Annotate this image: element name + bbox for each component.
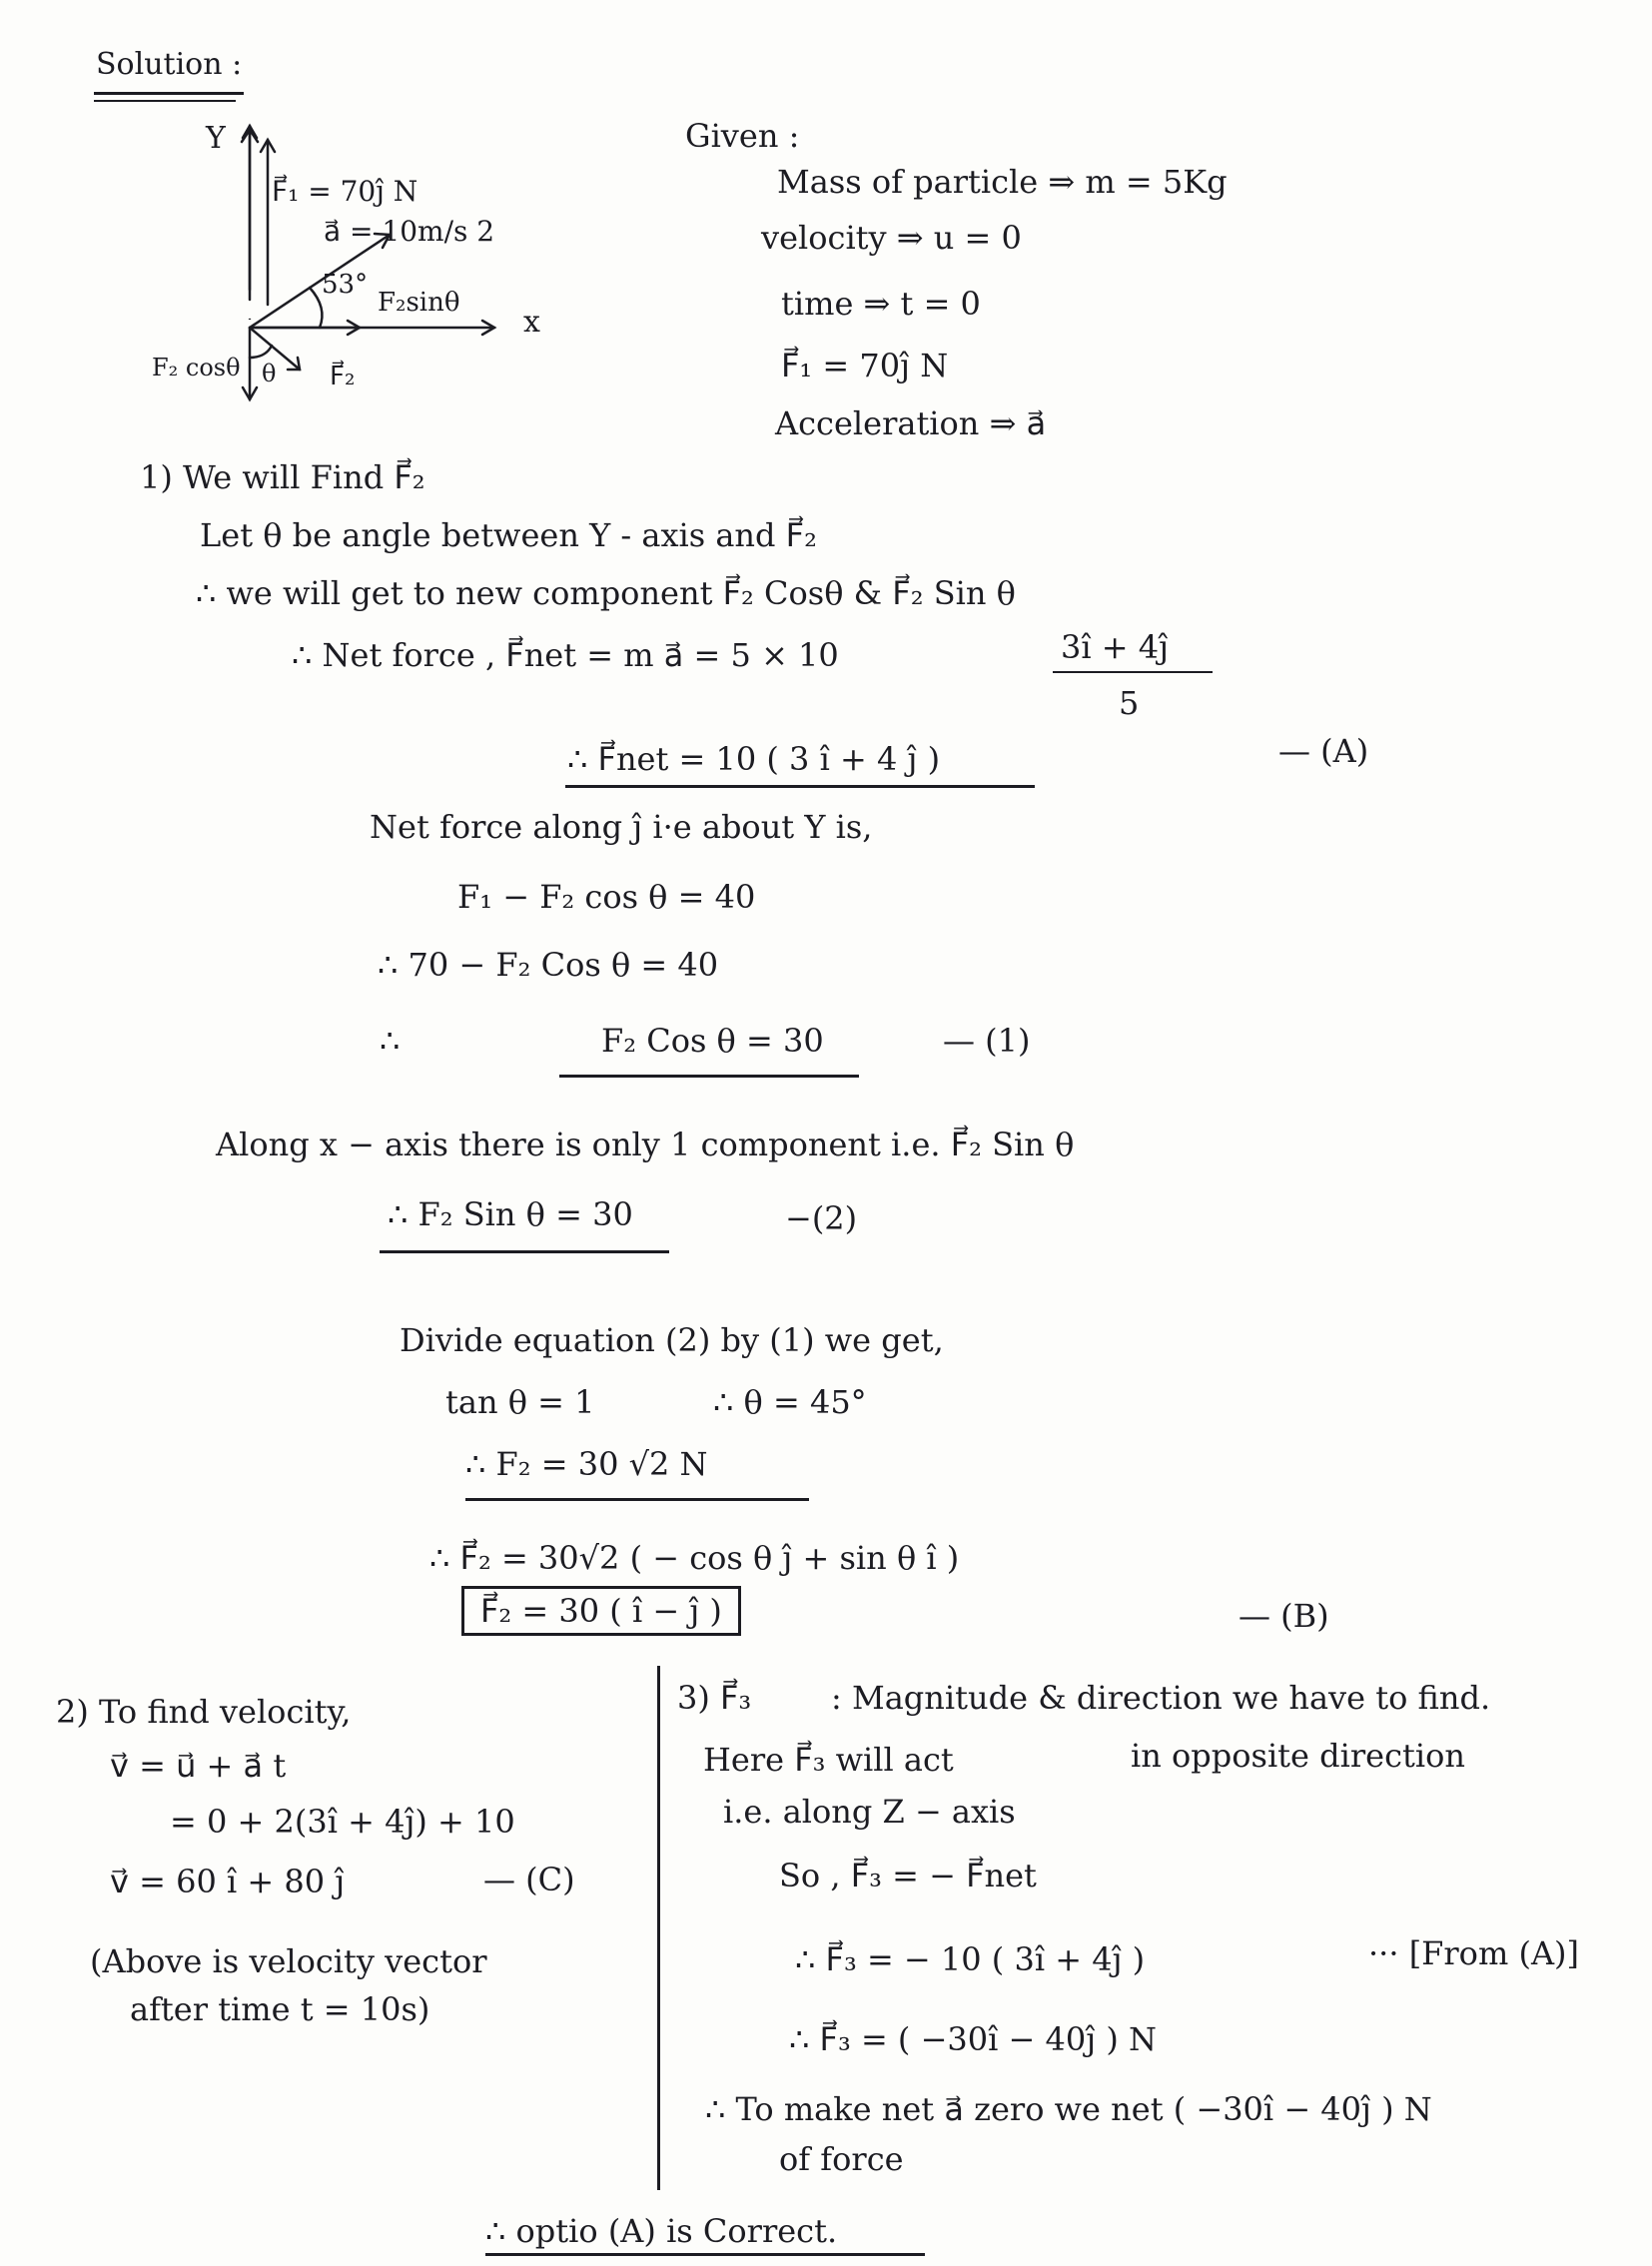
part1-f2result: F⃗₂ = 30 ( î − ĵ ) [461, 1586, 741, 1636]
part3-make: ∴ To make net a⃗ zero we net ( −30î − 40ĵ ) N [705, 2090, 1432, 2128]
given-heading: Given : [685, 117, 800, 155]
part1-let: Let θ be angle between Y - axis and F⃗₂ [200, 516, 817, 554]
section-divider [657, 1666, 660, 2190]
part3-opposite: in opposite direction [1131, 1737, 1465, 1775]
label-2: −(2) [785, 1199, 858, 1237]
part1-fnet: ∴ F⃗net = 10 ( 3 î + 4 ĵ ) [567, 740, 941, 778]
label-a: — (A) [1278, 732, 1369, 770]
part1-f2vec: ∴ F⃗₂ = 30√2 ( − cos θ ĵ + sin θ î ) [429, 1539, 960, 1577]
diagram-angle-label: 53° [322, 270, 369, 300]
part1-fraction-den: 5 [1119, 684, 1140, 722]
part2-heading: 2) To find velocity, [56, 1693, 352, 1731]
given-time: time ⇒ t = 0 [781, 285, 981, 323]
part3-heading: 3) F⃗₃ [677, 1679, 752, 1717]
given-acceleration: Acceleration ⇒ a⃗ [775, 404, 1047, 442]
part1-eq1: F₁ − F₂ cos θ = 40 [457, 878, 756, 916]
part3-eq2: ∴ F⃗₃ = ( −30î − 40ĵ ) N [789, 2020, 1157, 2058]
diagram-f2cos-label: F₂ cosθ [152, 354, 241, 381]
given-velocity: velocity ⇒ u = 0 [761, 219, 1022, 257]
angle-arc-theta [250, 346, 272, 358]
part1-fraction-num: 3î + 4ĵ [1061, 628, 1170, 666]
part1-netforce: ∴ Net force , F⃗net = m a⃗ = 5 × 10 [292, 636, 839, 674]
part1-eq3-underline [559, 1075, 859, 1078]
label-1: — (1) [943, 1022, 1031, 1060]
label-c: — (C) [483, 1861, 575, 1898]
part2-note2: after time t = 10s) [130, 1990, 430, 2028]
part1-eq2: ∴ 70 − F₂ Cos θ = 40 [378, 946, 719, 984]
diagram-f2sin-label: F₂sinθ [378, 288, 460, 318]
part1-divide: Divide equation (2) by (1) we get, [400, 1321, 944, 1359]
part3-ie: i.e. along Z − axis [723, 1793, 1016, 1831]
part1-f2mag: ∴ F₂ = 30 √2 N [465, 1445, 708, 1483]
part1-components: ∴ we will get to new component F⃗₂ Cosθ & F⃗₂ Sin θ [196, 574, 1016, 612]
part2-eq2: = 0 + 2(3î + 4ĵ) + 10 [170, 1803, 515, 1841]
part1-along-x: Along x − axis there is only 1 component i.e. F⃗₂ Sin θ [216, 1126, 1075, 1163]
part2-eq1: v⃗ = u⃗ + a⃗ t [110, 1747, 287, 1785]
part1-eq4: ∴ F₂ Sin θ = 30 [388, 1195, 633, 1233]
given-mass: Mass of particle ⇒ m = 5Kg [777, 163, 1228, 201]
part3-so: So , F⃗₃ = − F⃗net [779, 1857, 1037, 1894]
part1-fraction-bar [1053, 671, 1213, 673]
conclusion-underline [485, 2253, 925, 2256]
diagram-accel-label: a⃗ = 10m/s 2 [324, 215, 495, 248]
part1-eq3: F₂ Cos θ = 30 [601, 1022, 824, 1060]
part3-of-force: of force [779, 2140, 904, 2178]
part1-f2mag-underline [465, 1498, 809, 1501]
part1-eq3-dots: ∴ [380, 1022, 401, 1060]
part2-note1: (Above is velocity vector [90, 1942, 487, 1980]
title-underline [94, 92, 244, 95]
conclusion: ∴ optio (A) is Correct. [485, 2212, 838, 2250]
part1-tan: tan θ = 1 [445, 1383, 595, 1421]
part1-heading: 1) We will Find F⃗₂ [140, 458, 425, 496]
part3-task: : Magnitude & direction we have to find. [831, 1679, 1491, 1717]
diagram-f1-label: F⃗₁ = 70ĵ N [272, 175, 418, 208]
diagram-f2-label: F⃗₂ [330, 362, 356, 391]
part1-fnet-underline [565, 785, 1035, 788]
angle-arc-53 [310, 288, 322, 328]
diagram-y-label: Y [206, 121, 226, 156]
part2-eq3: v⃗ = 60 î + 80 ĵ [110, 1863, 346, 1900]
given-force: F⃗₁ = 70ĵ N [781, 347, 949, 384]
diagram-theta-label: θ [262, 360, 277, 387]
part3-eq1: ∴ F⃗₃ = − 10 ( 3î + 4ĵ ) [795, 1940, 1146, 1978]
diagram-x-label: x [523, 305, 540, 340]
label-b: — (B) [1239, 1597, 1329, 1635]
part1-along-j: Net force along ĵ i·e about Y is, [370, 808, 873, 846]
acceleration-vector [250, 235, 390, 328]
part3-here: Here F⃗₃ will act [703, 1741, 954, 1779]
page-title: Solution : [96, 47, 243, 82]
title-underline-2 [94, 100, 236, 102]
part1-eq4-underline [380, 1250, 669, 1253]
part1-theta-val: ∴ θ = 45° [713, 1383, 867, 1421]
part3-from-a: ··· [From (A)] [1368, 1934, 1580, 1972]
